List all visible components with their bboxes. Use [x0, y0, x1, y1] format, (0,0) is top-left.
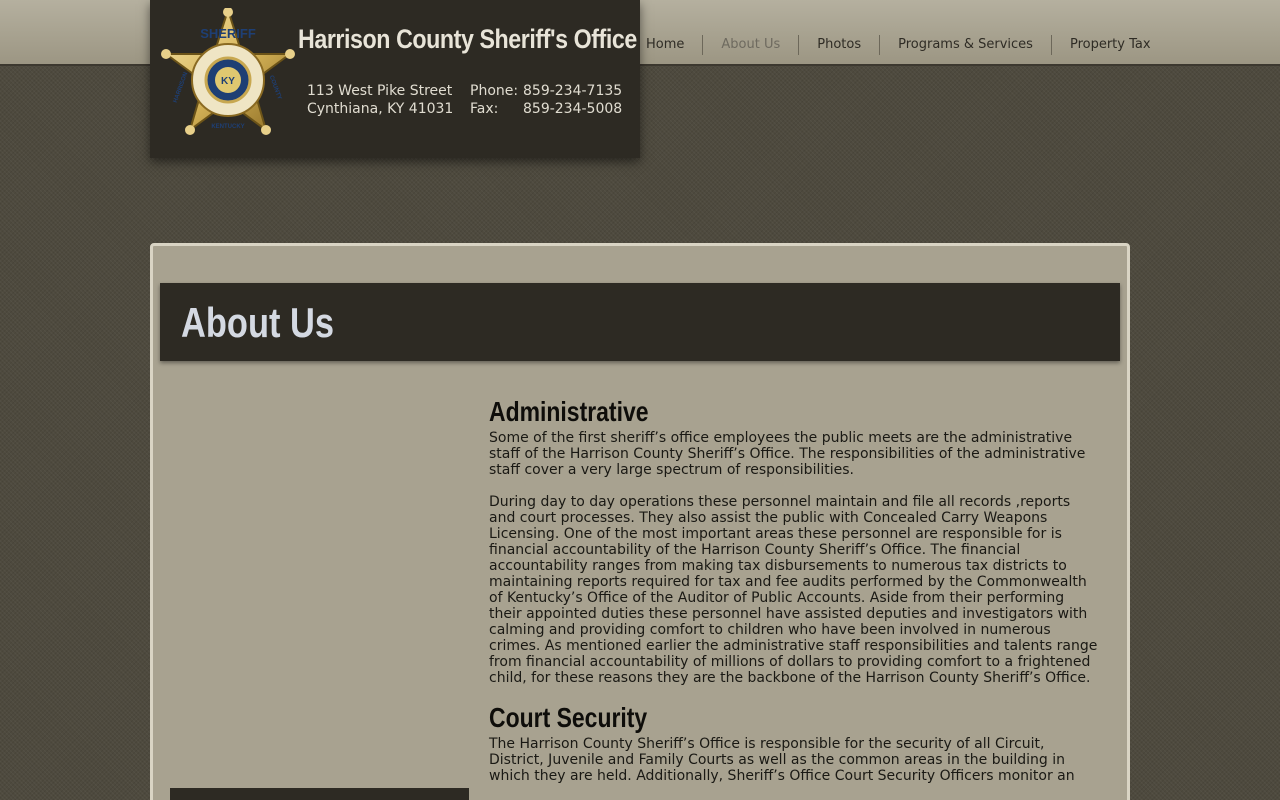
- address-block: [307, 82, 453, 118]
- svg-text:HARRISON: HARRISON: [172, 71, 190, 104]
- paragraph: Some of the first sheriff’s office employees the public meets are the administrative staff of the Harrison County Sheriff’s Office. The responsibilities of the administrative staff cover a very large spectrum of responsibilities.: [489, 430, 1086, 478]
- svg-text:COUNTY: COUNTY: [267, 74, 283, 101]
- nav-photos[interactable]: Photos: [798, 35, 879, 55]
- nav-programs-services[interactable]: Programs & Services: [879, 35, 1051, 55]
- site-header: [150, 0, 640, 158]
- site-title[interactable]: Harrison County Sheriff's Office: [298, 24, 637, 54]
- contact-block: [470, 82, 622, 118]
- sheriff-badge-logo[interactable]: [160, 8, 296, 144]
- fax-label: Fax:: [470, 101, 499, 117]
- page-title: About Us: [181, 299, 335, 346]
- fax-number: 859-234-5008: [523, 101, 623, 117]
- phone-label: Phone:: [470, 83, 519, 99]
- main-nav: [640, 34, 1169, 56]
- svg-text:KENTUCKY: KENTUCKY: [211, 124, 245, 130]
- paragraph: During day to day operations these personnel maintain and file all records ,reports and court processes. They also assist the public with Concealed Carry Weapons Licensing. One of the most important areas these personnel are responsible for is financial accountability of the Harrison County Sheriff’s Office. The financial accountability ranges from making tax disbursements to numerous tax districts to maintaining reports required for tax and fee audits performed by the Commonwealth of Kentucky’s Office of the Auditor of Public Accounts. Aside from their performing their appointed duties these personnel have assisted deputies and investigators with calming and providing comfort to children who have been involved in numerous crimes. As mentioned earlier the administrative staff responsibilities and talents range from financial accountability of millions of dollars to providing comfort to a frightened child, for these reasons they are the backbone of the Harrison County Sheriff’s Office.: [489, 494, 1098, 686]
- nav-home[interactable]: Home: [646, 37, 685, 52]
- nav-property-tax[interactable]: Property Tax: [1051, 35, 1169, 55]
- paragraph: The Harrison County Sheriff’s Office is responsible for the security of all Circuit, District, Juvenile and Family Courts as well as the common areas in the building in which they are held. Additionally, Sheriff’s Office Court Security Officers monitor an: [489, 736, 1075, 784]
- address-line-1: 113 West Pike Street: [307, 83, 453, 99]
- sidebar-widget: [170, 788, 469, 800]
- page-heading-bar: [160, 283, 1120, 361]
- main-content-panel: [150, 243, 1130, 800]
- address-line-2: Cynthiana, KY 41031: [307, 101, 454, 117]
- svg-text:SHERIFF: SHERIFF: [200, 26, 256, 41]
- nav-about-us[interactable]: About Us: [702, 35, 798, 55]
- phone-number: 859-234-7135: [523, 83, 623, 99]
- section-title-court-security: Court Security: [489, 702, 648, 733]
- article-content: [489, 396, 1099, 800]
- section-title-administrative: Administrative: [489, 396, 649, 427]
- svg-text:KY: KY: [221, 76, 235, 87]
